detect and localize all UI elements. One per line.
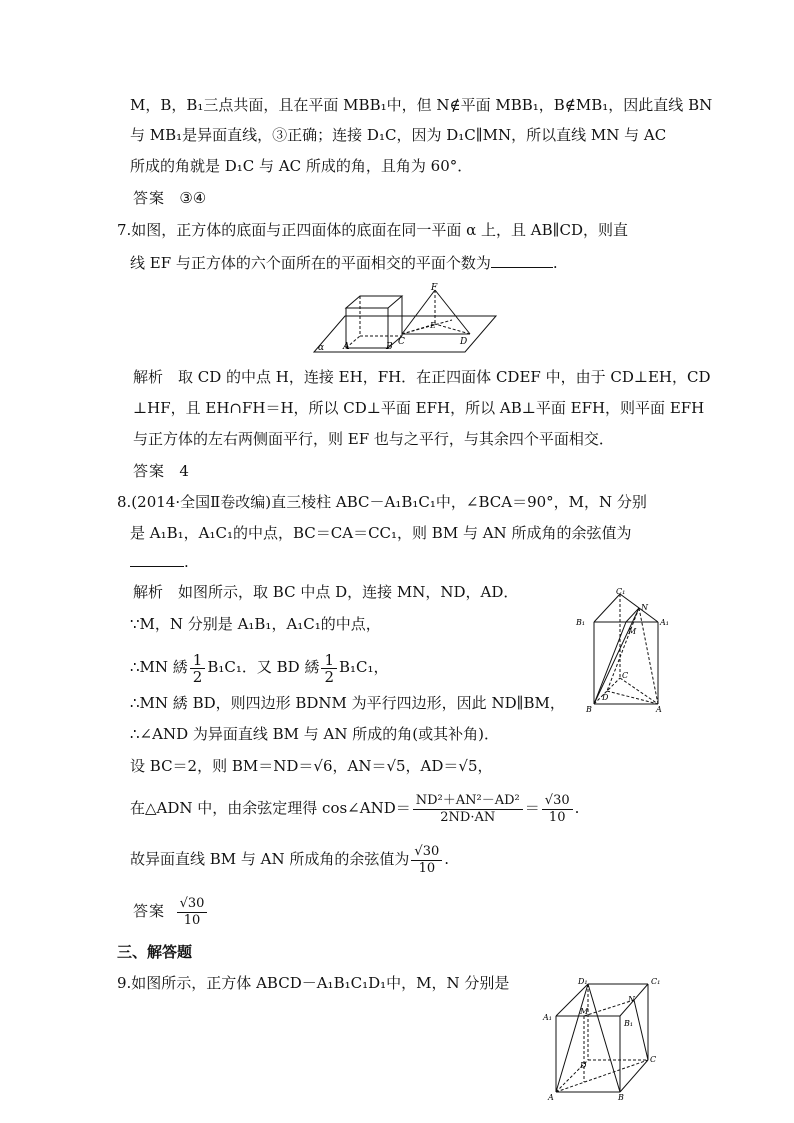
label-A1: A₁: [660, 618, 669, 627]
p6-line-1: M，B，B₁三点共面，且在平面 MBB₁中，但 N∉平面 MBB₁，B∉MB₁，因此直线 BN: [130, 96, 713, 114]
answer-value: ③④: [179, 189, 207, 207]
p7-answer: [133, 461, 189, 481]
p7-solution-line-3: 与正方体的左右两侧面平行，则 EF 也与之平行，与其余四个平面相交．: [133, 430, 614, 448]
answer-label: 答案: [133, 462, 166, 480]
p7-solution-line-2: ⊥HF，且 EH∩FH＝H，所以 CD⊥平面 EFH，所以 AB⊥平面 EFH，则平面 EFH: [133, 399, 705, 417]
p8-solution-line-5: ∴∠AND 为异面直线 BM 与 AN 所成的角(或其补角)．: [130, 725, 499, 743]
denominator: 10: [418, 860, 436, 876]
text: ∴MN 綉: [130, 658, 188, 676]
p7-figure: [310, 282, 500, 354]
text: 在△ADN 中，由余弦定理得 cos∠AND＝: [130, 799, 411, 817]
numerator: √30: [177, 896, 208, 913]
label-alpha: α: [318, 343, 325, 353]
label-A: A: [656, 705, 662, 714]
p8-answer-blank-line: .: [130, 552, 189, 572]
denominator: 10: [548, 809, 566, 825]
text: .: [574, 799, 580, 817]
label-E: E: [430, 321, 436, 330]
numerator: √30: [542, 793, 573, 810]
label-B1: B₁: [624, 1019, 634, 1028]
label-N: N: [641, 603, 648, 612]
numerator: ND²＋AN²－AD²: [413, 793, 523, 810]
label-D: D: [580, 1061, 587, 1070]
denominator: 2ND·AN: [440, 809, 496, 825]
p6-line-3: 所成的角就是 D₁C 与 AC 所成的角，且角为 60°．: [130, 157, 473, 175]
text: B₁C₁，: [339, 658, 389, 676]
p7-solution-line-1: 解析 取 CD 的中点 H，连接 EH，FH．在正四面体 CDEF 中，由于 CD⊥EH，CD: [133, 368, 711, 386]
p9-question-line-1: 9.如图所示，正方体 ABCD－A₁B₁C₁D₁中，M，N 分别是: [117, 974, 510, 992]
p8-question-line-1: 8.(2014·全国Ⅱ卷改编)直三棱柱 ABC－A₁B₁C₁中，∠BCA＝90°，M，N 分别: [117, 493, 647, 511]
label-B: B: [586, 705, 592, 714]
label-A: A: [548, 1093, 554, 1102]
label-D1: D₁: [578, 977, 588, 986]
p8-solution-line-6: 设 BC＝2，则 BM＝ND＝√6，AN＝√5，AD＝√5，: [130, 757, 493, 775]
p6-line-2: 与 MB₁是异面直线，③正确；连接 D₁C，因为 D₁C∥MN，所以直线 MN 与 AC: [130, 126, 667, 144]
p7-question-line-2: [130, 253, 558, 273]
answer-fraction: [177, 896, 208, 929]
p9-cube-figure: [540, 972, 670, 1102]
answer-label: 答案: [133, 189, 166, 207]
label-M: M: [628, 627, 637, 636]
denominator: 2: [324, 667, 335, 686]
result-fraction: [542, 793, 573, 826]
label-C1: C₁: [616, 587, 626, 596]
label-A1: A₁: [543, 1013, 552, 1022]
answer-label: 答案: [133, 902, 166, 920]
fraction-half: [190, 652, 206, 685]
p8-solution-line-7: [130, 786, 579, 830]
answer-blank: [130, 552, 184, 567]
label-N: N: [628, 995, 635, 1004]
denominator: 10: [183, 912, 201, 928]
denominator: 2: [192, 667, 203, 686]
p8-solution-line-3: [130, 648, 389, 686]
answer-blank: [491, 253, 553, 268]
label-D: D: [460, 337, 468, 347]
p6-answer: [133, 188, 206, 208]
label-D: D: [602, 693, 609, 702]
text: B₁C₁．又 BD 綉: [207, 658, 320, 676]
label-C1: C₁: [651, 977, 661, 986]
numerator: √30: [411, 844, 442, 861]
label-B1: B₁: [576, 618, 586, 627]
p8-answer: [133, 890, 209, 932]
numerator: 1: [321, 652, 337, 669]
label-C: C: [398, 337, 405, 347]
p7-question-text: 线 EF 与正方体的六个面所在的平面相交的平面个数为: [130, 254, 491, 272]
conclusion-fraction: [411, 844, 442, 877]
answer-value: 4: [179, 462, 189, 480]
numerator: 1: [190, 652, 206, 669]
label-C: C: [650, 1055, 657, 1064]
p8-solution-line-2: ∵M，N 分别是 A₁B₁，A₁C₁的中点，: [130, 615, 381, 633]
fraction-half: [321, 652, 337, 685]
text: 故异面直线 BM 与 AN 所成角的余弦值为: [130, 850, 410, 868]
label-M: M: [580, 1007, 589, 1016]
text: ＝: [524, 799, 540, 817]
label-B: B: [618, 1093, 624, 1102]
text: .: [444, 850, 450, 868]
p8-solution-line-8: [130, 838, 449, 880]
p8-solution-line-4: ∴MN 綉 BD，则四边形 BDNM 为平行四边形，因此 ND∥BM，: [130, 694, 565, 712]
p7-question-line-1: 7.如图，正方体的底面与正四面体的底面在同一平面 α 上，且 AB∥CD，则直: [117, 221, 629, 239]
label-C: C: [622, 671, 629, 680]
section-heading: 三、解答题: [117, 943, 193, 961]
p8-question-line-2: 是 A₁B₁，A₁C₁的中点，BC＝CA＝CC₁，则 BM 与 AN 所成角的余弦值为: [130, 524, 632, 542]
cosine-fraction: [413, 793, 523, 826]
p7-question-end: .: [552, 254, 558, 272]
label-B: B: [386, 342, 393, 352]
p8-solution-line-1: 解析 如图所示，取 BC 中点 D，连接 MN，ND，AD．: [133, 583, 519, 601]
label-F: F: [431, 283, 438, 293]
label-A: A: [343, 342, 350, 352]
p8-prism-figure: [572, 586, 674, 716]
